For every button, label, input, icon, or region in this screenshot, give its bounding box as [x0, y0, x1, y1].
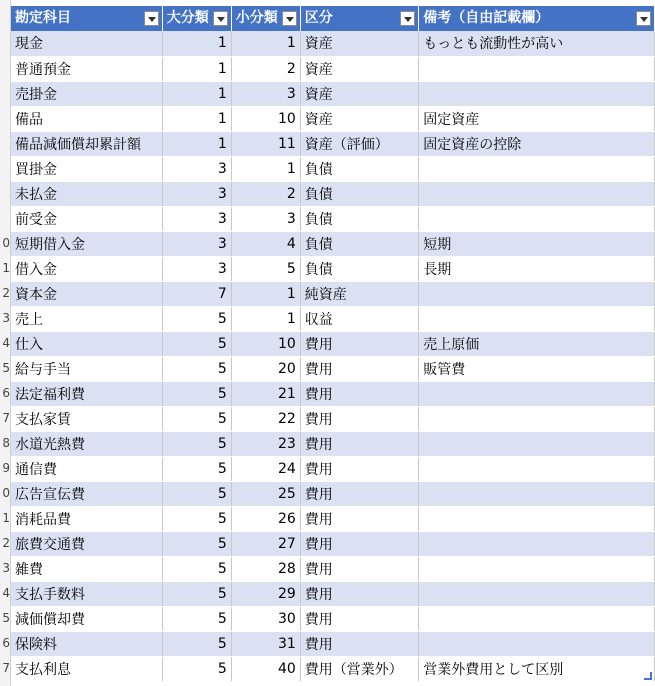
cell-major[interactable]: 5: [162, 356, 231, 381]
cell-category[interactable]: 純資産: [300, 281, 418, 306]
cell-account[interactable]: 資本金: [11, 281, 162, 306]
cell-note[interactable]: [419, 631, 655, 656]
cell-major[interactable]: 1: [162, 106, 231, 131]
header-note[interactable]: 備考（自由記載欄）: [419, 6, 655, 31]
table-row: [11, 231, 655, 256]
header-major[interactable]: 大分類: [162, 6, 231, 31]
cell-account[interactable]: 仕入: [11, 331, 162, 356]
cell-major[interactable]: 1: [162, 131, 231, 156]
cell-account[interactable]: 旅費交通費: [11, 531, 162, 556]
cell-minor[interactable]: 29: [231, 581, 300, 606]
cell-account[interactable]: 備品減価償却累計額: [11, 131, 162, 156]
cell-account[interactable]: 雑費: [11, 556, 162, 581]
cell-note[interactable]: [419, 81, 655, 106]
cell-note[interactable]: [419, 531, 655, 556]
cell-category[interactable]: 負債: [300, 206, 418, 231]
cell-account[interactable]: 売掛金: [11, 81, 162, 106]
cell-note[interactable]: 固定資産の控除: [419, 131, 655, 156]
row-number[interactable]: 9: [2, 461, 10, 475]
cell-major[interactable]: 5: [162, 656, 231, 681]
cell-note[interactable]: 短期: [419, 231, 655, 256]
cell-account[interactable]: 広告宣伝費: [11, 481, 162, 506]
cell-category[interactable]: 資産（評価）: [300, 131, 418, 156]
filter-dropdown-icon[interactable]: [400, 11, 415, 26]
row-number[interactable]: 4: [2, 586, 10, 600]
row-number[interactable]: 0: [2, 236, 10, 250]
table-row: [11, 656, 655, 681]
cell-note[interactable]: [419, 181, 655, 206]
cell-category[interactable]: 費用: [300, 631, 418, 656]
cell-category[interactable]: 費用（営業外）: [300, 656, 418, 681]
cell-minor[interactable]: 30: [231, 606, 300, 631]
cell-account[interactable]: 借入金: [11, 256, 162, 281]
table-row: [11, 281, 655, 306]
cell-category[interactable]: 費用: [300, 606, 418, 631]
cell-note[interactable]: 販管費: [419, 356, 655, 381]
cell-minor[interactable]: 24: [231, 456, 300, 481]
cell-note[interactable]: [419, 56, 655, 81]
cell-note[interactable]: [419, 281, 655, 306]
cell-minor[interactable]: 23: [231, 431, 300, 456]
table-row: [11, 431, 655, 456]
table-row: [11, 156, 655, 181]
row-number[interactable]: [0, 106, 10, 131]
row-header-column: [0, 0, 11, 686]
row-number[interactable]: 7: [2, 411, 10, 425]
cell-minor[interactable]: 26: [231, 506, 300, 531]
cell-category[interactable]: 費用: [300, 331, 418, 356]
filter-dropdown-icon[interactable]: [636, 11, 651, 26]
cell-account[interactable]: 支払利息: [11, 656, 162, 681]
cell-category[interactable]: 負債: [300, 181, 418, 206]
row-number[interactable]: 1: [2, 261, 10, 275]
cell-account[interactable]: 消耗品費: [11, 506, 162, 531]
row-number[interactable]: 3: [2, 311, 10, 325]
cell-account[interactable]: 短期借入金: [11, 231, 162, 256]
cell-account[interactable]: 支払家賃: [11, 406, 162, 431]
cell-major[interactable]: 5: [162, 631, 231, 656]
cell-account[interactable]: 通信費: [11, 456, 162, 481]
row-number[interactable]: 6: [2, 636, 10, 650]
cell-category[interactable]: 費用: [300, 506, 418, 531]
cell-account[interactable]: 普通預金: [11, 56, 162, 81]
cell-minor[interactable]: 3: [231, 206, 300, 231]
row-number[interactable]: 8: [2, 436, 10, 450]
cell-minor[interactable]: 25: [231, 481, 300, 506]
cell-category[interactable]: 費用: [300, 356, 418, 381]
cell-minor[interactable]: 22: [231, 406, 300, 431]
cell-major[interactable]: 5: [162, 381, 231, 406]
table-row: [11, 581, 655, 606]
table-row: [11, 131, 655, 156]
row-number[interactable]: 5: [2, 361, 10, 375]
cell-major[interactable]: 5: [162, 431, 231, 456]
cell-note[interactable]: [419, 456, 655, 481]
cell-account[interactable]: 前受金: [11, 206, 162, 231]
table-row: [11, 206, 655, 231]
cell-minor[interactable]: 10: [231, 106, 300, 131]
cell-minor[interactable]: 3: [231, 81, 300, 106]
table-row: [11, 106, 655, 131]
table-row: [11, 81, 655, 106]
cell-major[interactable]: 3: [162, 206, 231, 231]
cell-minor[interactable]: 1: [231, 156, 300, 181]
table-row: [11, 456, 655, 481]
row-number[interactable]: [0, 31, 10, 56]
account-table: [11, 6, 655, 682]
cell-major[interactable]: 5: [162, 506, 231, 531]
cell-major[interactable]: 1: [162, 56, 231, 81]
cell-category[interactable]: 負債: [300, 256, 418, 281]
cell-category[interactable]: 資産: [300, 106, 418, 131]
cell-minor[interactable]: 21: [231, 381, 300, 406]
filter-sort-icon[interactable]: [282, 11, 297, 26]
cell-minor[interactable]: 20: [231, 356, 300, 381]
cell-account[interactable]: 支払手数料: [11, 581, 162, 606]
cell-category[interactable]: 費用: [300, 456, 418, 481]
table-row: [11, 506, 655, 531]
cell-account[interactable]: 買掛金: [11, 156, 162, 181]
table-row: [11, 306, 655, 331]
table-row: [11, 631, 655, 656]
header-minor[interactable]: 小分類: [231, 6, 300, 31]
table-row: [11, 381, 655, 406]
cell-minor[interactable]: 31: [231, 631, 300, 656]
cell-category[interactable]: 収益: [300, 306, 418, 331]
cell-note[interactable]: [419, 431, 655, 456]
cell-major[interactable]: 7: [162, 281, 231, 306]
cell-major[interactable]: 5: [162, 531, 231, 556]
cell-minor[interactable]: 5: [231, 256, 300, 281]
cell-note[interactable]: [419, 581, 655, 606]
cell-major[interactable]: 5: [162, 456, 231, 481]
cell-major[interactable]: 5: [162, 556, 231, 581]
cell-note[interactable]: [419, 606, 655, 631]
cell-major[interactable]: 1: [162, 81, 231, 106]
table-row: [11, 31, 655, 56]
row-number[interactable]: [0, 81, 10, 106]
cell-note[interactable]: 固定資産: [419, 106, 655, 131]
row-number[interactable]: [0, 181, 10, 206]
cell-major[interactable]: 5: [162, 481, 231, 506]
cell-minor[interactable]: 1: [231, 31, 300, 56]
cell-minor[interactable]: 2: [231, 56, 300, 81]
row-number[interactable]: 2: [2, 286, 10, 300]
cell-account[interactable]: 法定福利費: [11, 381, 162, 406]
row-number[interactable]: 3: [2, 561, 10, 575]
cell-note[interactable]: [419, 481, 655, 506]
cell-account[interactable]: 現金: [11, 31, 162, 56]
table-row: [11, 256, 655, 281]
cell-category[interactable]: 費用: [300, 431, 418, 456]
cell-major[interactable]: 3: [162, 231, 231, 256]
row-number[interactable]: 0: [2, 486, 10, 500]
row-number[interactable]: 6: [2, 386, 10, 400]
table-row: [11, 556, 655, 581]
cell-minor[interactable]: 2: [231, 181, 300, 206]
cell-account[interactable]: 減価償却費: [11, 606, 162, 631]
header-category[interactable]: 区分: [300, 6, 418, 31]
row-number[interactable]: 7: [2, 661, 10, 675]
cell-account[interactable]: 売上: [11, 306, 162, 331]
cell-note[interactable]: [419, 156, 655, 181]
cell-minor[interactable]: 27: [231, 531, 300, 556]
cell-note[interactable]: [419, 556, 655, 581]
cell-category[interactable]: 費用: [300, 581, 418, 606]
row-number[interactable]: [0, 206, 10, 231]
filter-dropdown-icon[interactable]: [144, 11, 159, 26]
cell-category[interactable]: 資産: [300, 31, 418, 56]
cell-major[interactable]: 3: [162, 181, 231, 206]
cell-account[interactable]: 水道光熱費: [11, 431, 162, 456]
cell-minor[interactable]: 10: [231, 331, 300, 356]
cell-note[interactable]: [419, 506, 655, 531]
cell-major[interactable]: 5: [162, 606, 231, 631]
row-number[interactable]: [0, 131, 10, 156]
header-account[interactable]: 勘定科目: [11, 6, 162, 31]
cell-note[interactable]: [419, 406, 655, 431]
cell-major[interactable]: 1: [162, 31, 231, 56]
cell-note[interactable]: [419, 306, 655, 331]
table-row: [11, 531, 655, 556]
cell-category[interactable]: 費用: [300, 531, 418, 556]
cell-note[interactable]: 長期: [419, 256, 655, 281]
cell-minor[interactable]: 28: [231, 556, 300, 581]
table-row: [11, 606, 655, 631]
cell-account[interactable]: 給与手当: [11, 356, 162, 381]
cell-category[interactable]: 資産: [300, 56, 418, 81]
cell-category[interactable]: 負債: [300, 156, 418, 181]
cell-note[interactable]: [419, 381, 655, 406]
row-number[interactable]: [0, 56, 10, 81]
cell-major[interactable]: 3: [162, 156, 231, 181]
cell-account[interactable]: 未払金: [11, 181, 162, 206]
cell-account[interactable]: 備品: [11, 106, 162, 131]
table-row: [11, 481, 655, 506]
cell-category[interactable]: 費用: [300, 556, 418, 581]
cell-category[interactable]: 費用: [300, 406, 418, 431]
cell-note[interactable]: [419, 206, 655, 231]
row-number[interactable]: 1: [2, 511, 10, 525]
cell-major[interactable]: 5: [162, 406, 231, 431]
table-resize-handle[interactable]: [644, 672, 652, 680]
cell-note[interactable]: もっとも流動性が高い: [419, 31, 655, 56]
cell-note[interactable]: 営業外費用として区別: [419, 656, 655, 681]
row-number[interactable]: 5: [2, 611, 10, 625]
cell-minor[interactable]: 4: [231, 231, 300, 256]
cell-minor[interactable]: 1: [231, 306, 300, 331]
table-row: [11, 331, 655, 356]
table-row: [11, 356, 655, 381]
cell-major[interactable]: 5: [162, 581, 231, 606]
header-row: [11, 6, 655, 31]
row-number[interactable]: 4: [2, 336, 10, 350]
cell-minor[interactable]: 40: [231, 656, 300, 681]
table-row: [11, 406, 655, 431]
cell-major[interactable]: 5: [162, 331, 231, 356]
row-number[interactable]: 2: [2, 536, 10, 550]
cell-note[interactable]: 売上原価: [419, 331, 655, 356]
cell-major[interactable]: 3: [162, 256, 231, 281]
row-number[interactable]: [0, 156, 10, 181]
cell-category[interactable]: 資産: [300, 81, 418, 106]
cell-category[interactable]: 負債: [300, 231, 418, 256]
table-row: [11, 56, 655, 81]
cell-major[interactable]: 5: [162, 306, 231, 331]
cell-minor[interactable]: 11: [231, 131, 300, 156]
filter-sort-icon[interactable]: [213, 11, 228, 26]
cell-category[interactable]: 費用: [300, 381, 418, 406]
cell-category[interactable]: 費用: [300, 481, 418, 506]
cell-minor[interactable]: 1: [231, 281, 300, 306]
table-row: [11, 181, 655, 206]
cell-account[interactable]: 保険料: [11, 631, 162, 656]
